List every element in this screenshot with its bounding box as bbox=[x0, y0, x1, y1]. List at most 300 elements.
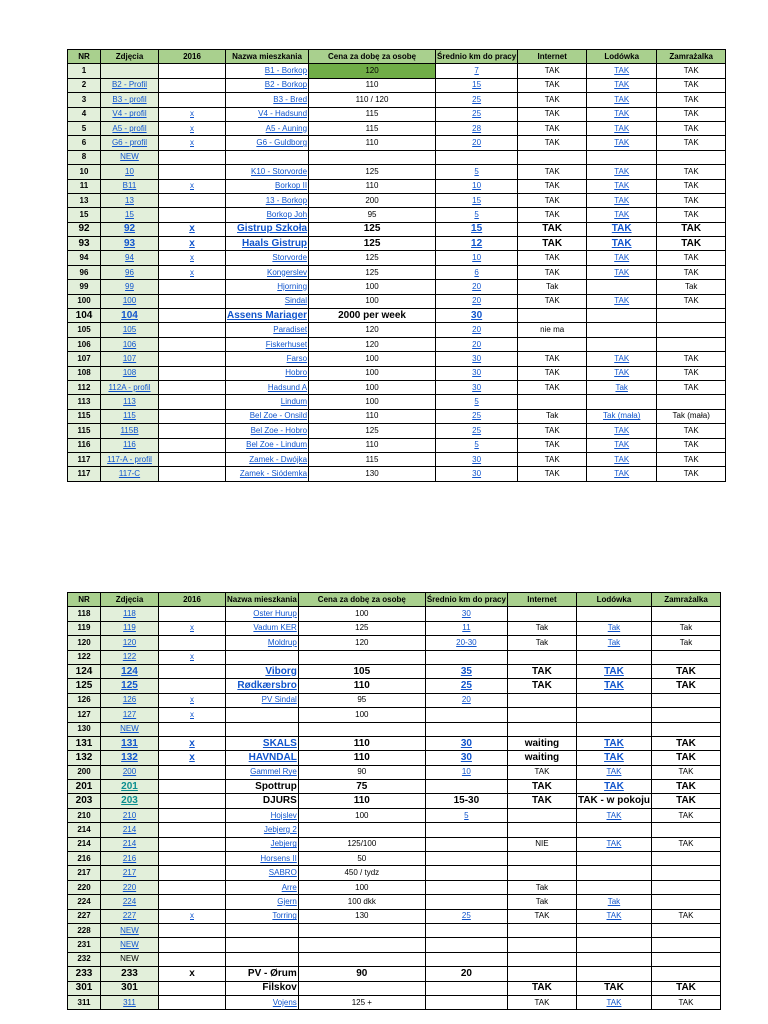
fridge-cell-link[interactable]: TAK bbox=[614, 425, 630, 435]
fridge-cell bbox=[587, 251, 657, 265]
photo-cell-link[interactable]: 118 bbox=[123, 609, 136, 619]
photo-cell-link[interactable]: A5 - profil bbox=[112, 123, 147, 133]
name-cell-text: Filskov bbox=[262, 982, 297, 994]
fridge-cell bbox=[587, 121, 657, 135]
freezer-cell: TAK bbox=[657, 93, 726, 107]
photo-cell-link[interactable]: 224 bbox=[122, 896, 137, 906]
photo-cell-link[interactable]: 93 bbox=[123, 237, 136, 249]
fridge-cell-link[interactable]: TAK bbox=[614, 469, 630, 479]
year-2016-cell bbox=[159, 380, 226, 394]
photo-cell-link[interactable]: 94 bbox=[125, 253, 134, 263]
fridge-cell-link[interactable]: TAK bbox=[614, 296, 630, 306]
name-cell-link[interactable]: Rødkærsbro bbox=[237, 680, 297, 692]
fridge-cell bbox=[587, 93, 657, 107]
name-cell-link[interactable]: Gammel Rye bbox=[250, 767, 297, 777]
fridge-cell-link[interactable]: TAK bbox=[614, 138, 630, 148]
name-cell-link[interactable]: Haals Gistrup bbox=[242, 237, 308, 249]
photo-cell-link[interactable]: 125 bbox=[121, 680, 138, 692]
fridge-cell bbox=[587, 150, 657, 164]
km-cell-link[interactable]: 30 bbox=[460, 751, 472, 763]
fridge-cell bbox=[576, 852, 651, 866]
km-cell-link[interactable]: 25 bbox=[472, 94, 482, 104]
km-cell-link[interactable]: 5 bbox=[474, 209, 479, 219]
name-cell-link[interactable]: Horsens II bbox=[260, 853, 297, 863]
fridge-cell-link[interactable]: TAK bbox=[614, 195, 630, 205]
photo-cell-link[interactable]: 104 bbox=[121, 309, 138, 321]
name-cell-link[interactable]: Hojslev bbox=[270, 810, 297, 820]
km-cell-link[interactable]: 20 bbox=[472, 281, 482, 291]
fridge-cell-link[interactable]: TAK bbox=[614, 80, 630, 90]
photo-cell bbox=[101, 121, 159, 135]
name-cell-link[interactable]: Fiskerhuset bbox=[265, 339, 308, 349]
fridge-cell-link[interactable]: TAK bbox=[611, 223, 632, 235]
photo-cell bbox=[101, 751, 159, 765]
km-cell-link[interactable]: 30 bbox=[461, 609, 471, 619]
fridge-cell-link[interactable]: TAK bbox=[606, 839, 622, 849]
photo-cell-link[interactable]: 112A - profil bbox=[108, 382, 151, 392]
photo-cell bbox=[101, 923, 159, 937]
price-cell: 110 bbox=[309, 438, 436, 452]
nr-cell: 93 bbox=[68, 237, 101, 251]
fridge-cell-link[interactable]: TAK bbox=[604, 680, 624, 692]
photo-cell-link[interactable]: 108 bbox=[122, 368, 137, 378]
photo-cell-link[interactable]: V4 - profil bbox=[112, 109, 147, 119]
name-cell-link[interactable]: SABRO bbox=[268, 868, 297, 878]
name-cell-link[interactable]: Assens Mariager bbox=[227, 309, 308, 321]
photo-cell-link[interactable]: 106 bbox=[122, 339, 137, 349]
fridge-cell bbox=[587, 294, 657, 308]
price-cell bbox=[298, 981, 425, 995]
internet-cell: TAK bbox=[518, 193, 587, 207]
nr-cell: 115 bbox=[68, 409, 101, 423]
fridge-cell-link[interactable]: TAK bbox=[614, 454, 630, 464]
km-cell bbox=[425, 837, 507, 851]
price-cell: 125 + bbox=[298, 995, 425, 1009]
name-cell bbox=[226, 251, 309, 265]
km-cell-link[interactable]: 10 bbox=[461, 767, 471, 777]
table-row bbox=[68, 808, 721, 822]
internet-cell: Tak bbox=[518, 280, 587, 294]
name-cell-link[interactable]: Hobro bbox=[285, 368, 308, 378]
km-cell-link[interactable]: 6 bbox=[474, 267, 479, 277]
year-2016-cell-link[interactable]: x bbox=[189, 237, 195, 249]
nr-cell: 104 bbox=[68, 309, 101, 323]
name-cell bbox=[226, 107, 309, 121]
fridge-cell-link[interactable]: TAK bbox=[614, 209, 630, 219]
name-cell-link[interactable]: Kongerslev bbox=[267, 267, 308, 277]
km-cell-link[interactable]: 30 bbox=[472, 469, 482, 479]
photo-cell bbox=[101, 409, 159, 423]
name-cell-link[interactable]: Bel Zoe - Onsild bbox=[249, 411, 308, 421]
internet-cell: TAK bbox=[518, 78, 587, 92]
name-cell-link[interactable]: Arre bbox=[281, 882, 297, 892]
photo-cell-link[interactable]: 203 bbox=[121, 795, 138, 807]
km-cell-link[interactable]: 15 bbox=[472, 195, 482, 205]
km-cell-link[interactable]: 28 bbox=[472, 123, 482, 133]
photo-cell-link[interactable]: NEW bbox=[120, 940, 139, 950]
fridge-cell-link[interactable]: TAK bbox=[614, 440, 630, 450]
photo-cell-link[interactable]: 115 bbox=[123, 411, 136, 421]
km-cell bbox=[425, 636, 507, 650]
name-cell bbox=[226, 765, 299, 779]
photo-cell-link[interactable]: 220 bbox=[122, 882, 137, 892]
name-cell-link[interactable]: V4 - Hadsund bbox=[258, 109, 308, 119]
name-cell-link[interactable]: Farso bbox=[286, 353, 308, 363]
fridge-cell-link[interactable]: TAK bbox=[614, 109, 630, 119]
photo-cell-link[interactable]: 13 bbox=[125, 195, 134, 205]
km-cell-link[interactable]: 10 bbox=[472, 181, 482, 191]
name-cell bbox=[226, 693, 299, 707]
price-cell: 90 bbox=[298, 967, 425, 981]
freezer-cell: TAK bbox=[657, 438, 726, 452]
km-cell-link[interactable]: 25 bbox=[461, 911, 471, 921]
name-cell bbox=[226, 852, 299, 866]
photo-cell-link[interactable]: 115B bbox=[120, 425, 139, 435]
name-cell-link[interactable]: Moldrup bbox=[267, 637, 297, 647]
photo-cell-link[interactable]: 117-C bbox=[118, 469, 141, 479]
photo-cell-link[interactable]: 214 bbox=[122, 824, 137, 834]
km-cell-link[interactable]: 5 bbox=[474, 440, 479, 450]
name-cell-link[interactable]: B1 - Borkop bbox=[264, 66, 308, 76]
km-cell-link[interactable]: 30 bbox=[472, 353, 482, 363]
name-cell-link[interactable]: B3 - Bred bbox=[273, 94, 308, 104]
km-cell bbox=[436, 107, 518, 121]
internet-cell: TAK bbox=[518, 438, 587, 452]
name-cell-link[interactable]: 13 - Borkop bbox=[265, 195, 308, 205]
table-row bbox=[68, 121, 726, 135]
photo-cell-link[interactable]: G6 - profil bbox=[111, 138, 148, 148]
fridge-cell-link[interactable]: TAK bbox=[614, 66, 630, 76]
photo-cell-link[interactable]: 92 bbox=[123, 223, 136, 235]
photo-cell-link[interactable]: 214 bbox=[122, 839, 137, 849]
km-cell-link[interactable]: 15 bbox=[472, 80, 482, 90]
km-cell bbox=[436, 78, 518, 92]
km-cell-link[interactable]: 20 bbox=[472, 296, 482, 306]
table-row bbox=[68, 938, 721, 952]
photo-cell-link[interactable]: 210 bbox=[122, 810, 137, 820]
photo-cell-link[interactable]: 116 bbox=[123, 440, 136, 450]
fridge-cell bbox=[587, 136, 657, 150]
year-2016-cell-link[interactable]: x bbox=[190, 109, 194, 119]
fridge-cell-link[interactable]: TAK bbox=[606, 911, 622, 921]
fridge-cell-link[interactable]: TAK bbox=[604, 751, 624, 763]
km-cell-link[interactable]: 5 bbox=[474, 397, 479, 407]
name-cell-link[interactable]: G6 - Guldborg bbox=[256, 138, 308, 148]
km-cell bbox=[436, 150, 518, 164]
name-cell-link[interactable]: Viborg bbox=[265, 665, 297, 677]
fridge-cell bbox=[587, 323, 657, 337]
photo-cell-link[interactable]: NEW bbox=[120, 152, 139, 162]
year-2016-cell-link[interactable]: x bbox=[190, 253, 194, 263]
fridge-cell-link[interactable]: TAK bbox=[614, 123, 630, 133]
km-cell-link[interactable]: 30 bbox=[471, 309, 483, 321]
name-cell-link[interactable]: Hjorning bbox=[277, 281, 308, 291]
photo-cell-link[interactable]: 96 bbox=[125, 267, 134, 277]
name-cell-link[interactable]: PV Sindal bbox=[261, 695, 297, 705]
km-cell-link[interactable]: 20 bbox=[472, 138, 482, 148]
freezer-cell bbox=[651, 923, 720, 937]
fridge-cell-link[interactable]: TAK bbox=[614, 253, 630, 263]
nr-cell: 126 bbox=[68, 693, 101, 707]
name-cell-link[interactable]: SKALS bbox=[262, 737, 297, 749]
fridge-cell bbox=[587, 366, 657, 380]
year-2016-cell-link[interactable]: x bbox=[189, 737, 195, 749]
year-2016-cell-link[interactable]: x bbox=[190, 695, 194, 705]
name-cell-link[interactable]: Sindal bbox=[284, 296, 308, 306]
fridge-cell bbox=[587, 380, 657, 394]
fridge-cell-link[interactable]: TAK bbox=[614, 181, 630, 191]
fridge-cell-link[interactable]: TAK bbox=[606, 997, 622, 1007]
year-2016-cell-link[interactable]: x bbox=[190, 623, 194, 633]
km-cell-link[interactable]: 20 bbox=[472, 325, 482, 335]
year-2016-cell-link[interactable]: x bbox=[190, 123, 194, 133]
nr-cell: 122 bbox=[68, 650, 101, 664]
year-2016-cell-link[interactable]: x bbox=[190, 652, 194, 662]
freezer-cell: TAK bbox=[657, 136, 726, 150]
photo-cell-link[interactable]: NEW bbox=[120, 724, 139, 734]
name-cell-link[interactable]: Lindum bbox=[280, 397, 308, 407]
internet-cell: TAK bbox=[518, 121, 587, 135]
photo-cell-link[interactable]: 100 bbox=[122, 296, 137, 306]
freezer-cell bbox=[651, 880, 720, 894]
name-cell-link[interactable]: Storvorde bbox=[272, 253, 308, 263]
photo-cell-link[interactable]: 201 bbox=[121, 780, 138, 792]
fridge-cell bbox=[587, 424, 657, 438]
name-cell-link[interactable]: Zamek - Dwójka bbox=[249, 454, 308, 464]
year-2016-cell bbox=[159, 880, 226, 894]
photo-cell-link[interactable]: B2 - Profil bbox=[111, 80, 148, 90]
internet-cell: TAK bbox=[518, 165, 587, 179]
photo-cell-link[interactable]: 131 bbox=[121, 737, 138, 749]
internet-cell bbox=[507, 923, 576, 937]
internet-cell: TAK bbox=[507, 765, 576, 779]
name-cell-link[interactable]: Paradiset bbox=[273, 325, 308, 335]
km-cell-link[interactable]: 30 bbox=[472, 454, 482, 464]
table-row bbox=[68, 909, 721, 923]
photo-cell-link[interactable]: 120 bbox=[122, 637, 137, 647]
km-cell-link[interactable]: 10 bbox=[472, 253, 482, 263]
year-2016-cell-link[interactable]: x bbox=[190, 911, 194, 921]
year-2016-cell-link[interactable]: x bbox=[189, 223, 195, 235]
photo-cell bbox=[101, 395, 159, 409]
name-cell-link[interactable]: Jebjerg bbox=[270, 839, 297, 849]
freezer-cell bbox=[651, 708, 720, 722]
year-2016-cell-link[interactable]: x bbox=[190, 267, 194, 277]
table-row bbox=[68, 794, 721, 808]
year-2016-cell bbox=[159, 222, 226, 236]
name-cell-link[interactable]: K10 - Storvorde bbox=[251, 166, 308, 176]
photo-cell bbox=[101, 452, 159, 466]
table-row bbox=[68, 621, 721, 635]
internet-cell: TAK bbox=[518, 237, 587, 251]
price-cell: 200 bbox=[309, 193, 436, 207]
internet-cell bbox=[507, 823, 576, 837]
fridge-cell-link[interactable]: TAK bbox=[614, 353, 630, 363]
photo-cell bbox=[101, 107, 159, 121]
km-cell-link[interactable]: 20 bbox=[461, 695, 471, 705]
km-cell bbox=[436, 395, 518, 409]
km-cell-link[interactable]: 25 bbox=[472, 411, 482, 421]
name-cell-link[interactable]: Borkop Joh bbox=[266, 209, 308, 219]
name-cell bbox=[226, 967, 299, 981]
km-cell-link[interactable]: 30 bbox=[472, 382, 482, 392]
photo-cell-link[interactable]: 127 bbox=[122, 709, 137, 719]
internet-cell: TAK bbox=[518, 64, 587, 78]
fridge-cell-link[interactable]: TAK bbox=[606, 767, 622, 777]
price-cell: 110 bbox=[309, 179, 436, 193]
internet-cell bbox=[507, 722, 576, 736]
km-cell-link[interactable]: 11 bbox=[462, 623, 471, 633]
km-cell bbox=[425, 693, 507, 707]
name-cell bbox=[226, 679, 299, 693]
fridge-cell-link[interactable]: TAK bbox=[606, 810, 622, 820]
fridge-cell bbox=[576, 808, 651, 822]
photo-cell-link[interactable]: 15 bbox=[125, 209, 134, 219]
name-cell-link[interactable]: Vojens bbox=[272, 997, 297, 1007]
km-cell-link[interactable]: 35 bbox=[460, 665, 472, 677]
km-cell bbox=[425, 708, 507, 722]
photo-cell-link[interactable]: 10 bbox=[125, 166, 134, 176]
year-2016-cell-link[interactable]: x bbox=[190, 138, 194, 148]
km-cell-link[interactable]: 30 bbox=[460, 737, 472, 749]
photo-cell-link[interactable]: 216 bbox=[122, 853, 137, 863]
km-cell-link[interactable]: 25 bbox=[472, 109, 482, 119]
photo-cell-link[interactable]: 105 bbox=[122, 325, 137, 335]
year-2016-cell bbox=[159, 808, 226, 822]
fridge-cell-link[interactable]: TAK bbox=[611, 237, 632, 249]
name-cell bbox=[226, 265, 309, 279]
photo-cell-link[interactable]: B11 bbox=[122, 181, 137, 191]
year-2016-cell bbox=[159, 409, 226, 423]
nr-cell: 214 bbox=[68, 837, 101, 851]
name-cell bbox=[226, 121, 309, 135]
photo-cell-link[interactable]: 132 bbox=[121, 751, 138, 763]
name-cell bbox=[226, 136, 309, 150]
fridge-cell-link[interactable]: TAK bbox=[614, 94, 630, 104]
nr-cell: 132 bbox=[68, 751, 101, 765]
year-2016-cell bbox=[159, 121, 226, 135]
name-cell-link[interactable]: Torring bbox=[272, 911, 297, 921]
name-cell-link[interactable]: Bel Zoe - Lindum bbox=[246, 440, 308, 450]
name-cell-link[interactable]: Oster Hurup bbox=[253, 609, 297, 619]
photo-cell-link[interactable]: 227 bbox=[122, 911, 137, 921]
freezer-cell bbox=[657, 323, 726, 337]
table-row bbox=[68, 981, 721, 995]
km-cell-link[interactable]: 25 bbox=[472, 425, 482, 435]
photo-cell bbox=[101, 794, 159, 808]
freezer-cell: Tak bbox=[651, 621, 720, 635]
photo-cell bbox=[101, 222, 159, 236]
photo-cell bbox=[101, 78, 159, 92]
name-cell-link[interactable]: A5 - Auning bbox=[265, 123, 308, 133]
km-cell-link[interactable]: 20-30 bbox=[456, 637, 477, 647]
name-cell-link[interactable]: Gjern bbox=[277, 896, 297, 906]
fridge-cell-link[interactable]: TAK bbox=[614, 166, 630, 176]
year-2016-cell-link[interactable]: x bbox=[190, 181, 194, 191]
km-cell-link[interactable]: 12 bbox=[471, 237, 483, 249]
nr-cell: 115 bbox=[68, 424, 101, 438]
km-cell-link[interactable]: 5 bbox=[464, 810, 469, 820]
photo-cell-link[interactable]: 126 bbox=[122, 695, 137, 705]
nr-cell: 92 bbox=[68, 222, 101, 236]
name-cell-link[interactable]: Hadsund A bbox=[267, 382, 308, 392]
name-cell-link[interactable]: Vadum KER bbox=[253, 623, 297, 633]
year-2016-cell-link[interactable]: x bbox=[189, 751, 195, 763]
name-cell bbox=[226, 808, 299, 822]
name-cell bbox=[226, 193, 309, 207]
km-cell-link[interactable]: 25 bbox=[460, 680, 472, 692]
fridge-cell-link[interactable]: TAK bbox=[604, 665, 624, 677]
fridge-cell-link[interactable]: Tak bbox=[607, 637, 621, 647]
name-cell-link[interactable]: Zamek - Siódemka bbox=[239, 469, 308, 479]
photo-cell-link[interactable]: 117-A - profil bbox=[107, 454, 152, 464]
table-row bbox=[68, 208, 726, 222]
name-cell-link[interactable]: Bel Zoe - Hobro bbox=[250, 425, 308, 435]
photo-cell-link[interactable]: B3 - profil bbox=[112, 94, 147, 104]
fridge-cell-link[interactable]: TAK bbox=[614, 267, 630, 277]
name-cell-link[interactable]: HAVNDAL bbox=[248, 751, 297, 763]
photo-cell-link[interactable]: 200 bbox=[122, 767, 137, 777]
name-cell-link[interactable]: Gistrup Szkoła bbox=[237, 223, 308, 235]
header-lodowka: Lodówka bbox=[576, 593, 651, 607]
fridge-cell-link[interactable]: Tak bbox=[607, 623, 621, 633]
photo-cell-link[interactable]: 122 bbox=[122, 652, 137, 662]
photo-cell-link[interactable]: 107 bbox=[122, 353, 137, 363]
table-row bbox=[68, 895, 721, 909]
header-2016: 2016 bbox=[159, 50, 226, 64]
km-cell-link[interactable]: 30 bbox=[472, 368, 482, 378]
year-2016-cell-link[interactable]: x bbox=[190, 709, 194, 719]
km-cell-link[interactable]: 7 bbox=[474, 66, 479, 76]
name-cell bbox=[226, 722, 299, 736]
km-cell-link[interactable]: 15 bbox=[471, 223, 483, 235]
table-row bbox=[68, 64, 726, 78]
year-2016-cell bbox=[159, 395, 226, 409]
photo-cell-link[interactable]: NEW bbox=[120, 925, 139, 935]
photo-cell-link[interactable]: 113 bbox=[123, 397, 136, 407]
photo-cell-link[interactable]: 311 bbox=[123, 997, 136, 1007]
nr-cell: 227 bbox=[68, 909, 101, 923]
km-cell-link[interactable]: 5 bbox=[474, 166, 479, 176]
photo-cell-link[interactable]: 99 bbox=[125, 281, 134, 291]
photo-cell-link[interactable]: 124 bbox=[121, 665, 138, 677]
name-cell-link[interactable]: Jebjerg 2 bbox=[263, 824, 297, 834]
year-2016-cell bbox=[159, 995, 226, 1009]
nr-cell: 125 bbox=[68, 679, 101, 693]
fridge-cell-link[interactable]: TAK bbox=[604, 737, 624, 749]
photo-cell-link[interactable]: 217 bbox=[122, 868, 137, 878]
price-cell: 110 bbox=[309, 136, 436, 150]
km-cell bbox=[425, 880, 507, 894]
photo-cell bbox=[101, 237, 159, 251]
name-cell bbox=[226, 294, 309, 308]
fridge-cell bbox=[576, 736, 651, 750]
freezer-cell: TAK bbox=[651, 679, 720, 693]
fridge-cell-link[interactable]: Tak bbox=[607, 896, 621, 906]
price-cell: 50 bbox=[298, 852, 425, 866]
year-2016-cell bbox=[159, 107, 226, 121]
fridge-cell-link[interactable]: TAK bbox=[604, 780, 624, 792]
fridge-cell-link[interactable]: Tak (mała) bbox=[603, 411, 641, 421]
km-cell-link[interactable]: 20 bbox=[472, 339, 482, 349]
name-cell-link[interactable]: Borkop II bbox=[275, 181, 308, 191]
fridge-cell-link[interactable]: TAK bbox=[614, 368, 630, 378]
table-row bbox=[68, 995, 721, 1009]
fridge-cell bbox=[576, 938, 651, 952]
photo-cell-link[interactable]: 119 bbox=[123, 623, 136, 633]
name-cell-link[interactable]: B2 - Borkop bbox=[264, 80, 308, 90]
fridge-cell-link[interactable]: Tak bbox=[615, 382, 628, 392]
